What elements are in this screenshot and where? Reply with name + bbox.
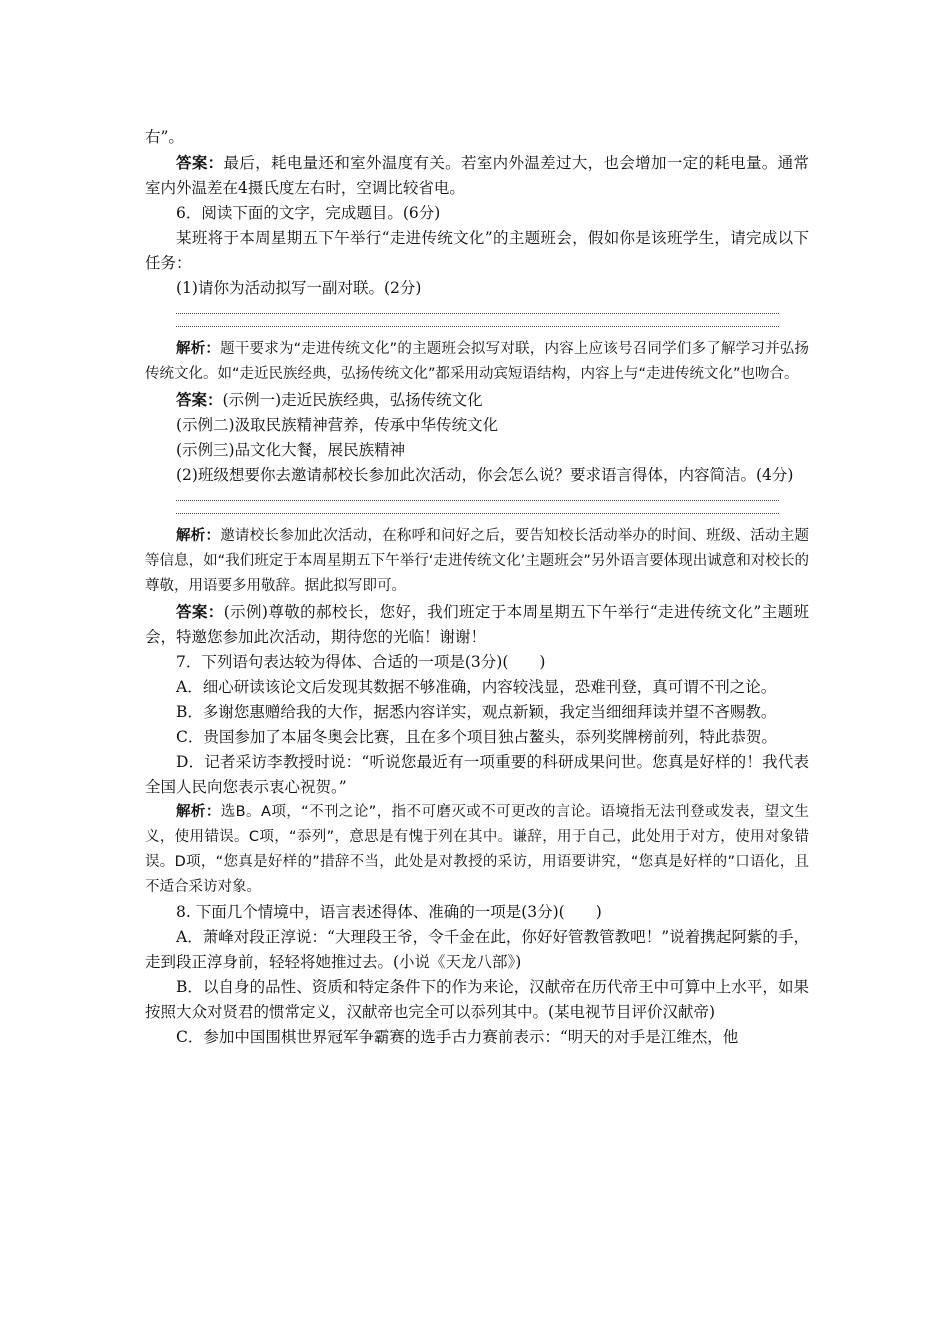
question-7-option-d: D．记者采访李教授时说：“听说您最近有一项重要的科研成果问世。您真是好样的！我代表全国人民向您表示衷心祝贺。” — [145, 753, 809, 796]
analysis-label: 解析： — [176, 528, 221, 544]
analysis-label: 解析： — [176, 804, 221, 820]
question-6-intro: 某班将于本周星期五下午举行“走进传统文化”的主题班会，假如你是该班学生，请完成以下任务： — [145, 229, 809, 272]
analysis-text: 题干要求为“走进传统文化”的主题班会拟写对联，内容上应该号召同学们多了解学习并弘扬传统文化。如“走近民族经典，弘扬传统文化”都采用动宾短语结构，内容上与“走进传统文化”也吻合。 — [145, 341, 810, 382]
analysis-paragraph — [145, 337, 809, 387]
question-7-option-c: C．贵国参加了本届冬奥会比赛，且在多个项目独占鳌头，忝列奖牌榜前列，特此恭贺。 — [176, 728, 777, 746]
answer-label: 答案： — [176, 602, 224, 621]
answer-text: (示例)尊敬的郝校长，您好，我们班定于本周星期五下午举行“走进传统文化”主题班会，特邀您参加此次活动，期待您的光临！谢谢！ — [145, 603, 809, 646]
analysis-text: 选B。A项，“不刊之论”，指不可磨灭或不可更改的言论。语境指无法刊登或发表，望文生义，使用错误。C项，“忝列”，意思是有愧于列在其中。谦辞，用于自己，此处用于对方，使用对象错误。D项，“您真是好样的”措辞不当，此处是对教授的采访，用语要讲究，“您真是好样的”口语化，且不适合采访对象。 — [145, 804, 809, 895]
answer-blank-line — [176, 501, 779, 514]
question-7-option-a: A．细心研读该论文后发现其数据不够准确，内容较浅显，恐难刊登，真可谓不刊之论。 — [176, 678, 777, 696]
answer-paragraph — [145, 150, 809, 201]
document-body — [145, 125, 809, 1050]
analysis-label: 解析： — [176, 341, 221, 357]
question-8-title: 8. 下面几个情境中，语言表述得体、准确的一项是(3分)( ) — [176, 903, 602, 921]
answer-example: (示例二)汲取民族精神营养，传承中华传统文化 — [176, 416, 499, 434]
question-6-1: (1)请你为活动拟写一副对联。(2分) — [176, 279, 422, 297]
answer-blank-line — [176, 301, 779, 314]
answer-label: 答案： — [176, 153, 224, 172]
text-line: 右”。 — [145, 128, 184, 146]
answer-blank-line — [176, 314, 779, 327]
answer-paragraph — [145, 599, 809, 650]
analysis-paragraph — [145, 800, 809, 900]
answer-blank-line — [176, 488, 779, 501]
answer-text: (示例一)走近民族经典，弘扬传统文化 — [222, 391, 483, 409]
analysis-text: 邀请校长参加此次活动，在称呼和问好之后，要告知校长活动举办的时间、班级、活动主题等信息，如“我们班定于本周星期五下午举行‘走进传统文化’主题班会”另外语言要体现出诚意和对校长的尊敬，用语要多用敬辞。据此拟写即可。 — [145, 528, 810, 594]
question-7-title: 7．下列语句表达较为得体、合适的一项是(3分)( ) — [176, 653, 546, 671]
question-6-2: (2)班级想要你去邀请郝校长参加此次活动，你会怎么说？要求语言得体，内容简洁。(4分) — [176, 466, 794, 484]
question-6-title: 6．阅读下面的文字，完成题目。(6分) — [176, 204, 441, 222]
question-8-option-c: C．参加中国围棋世界冠军争霸赛的选手古力赛前表示：“明天的对手是江维杰，他 — [176, 1028, 739, 1046]
answer-example: (示例三)品文化大餐，展民族精神 — [176, 441, 406, 459]
question-8-option-a: A．萧峰对段正淳说：“大理段王爷，令千金在此，你好好管教管教吧！”说着携起阿紫的手，走到段正淳身前，轻轻将她推过去。(小说《天龙八部》) — [145, 928, 809, 971]
question-8-option-b: B．以自身的品性、资质和特定条件下的作为来论，汉献帝在历代帝王中可算中上水平，如果按照大众对贤君的惯常定义，汉献帝也完全可以忝列其中。(某电视节目评价汉献帝) — [145, 978, 809, 1021]
analysis-paragraph — [145, 524, 809, 599]
answer-text: 最后，耗电量还和室外温度有关。若室内外温差过大，也会增加一定的耗电量。通常室内外温差在4摄氏度左右时，空调比较省电。 — [145, 154, 809, 197]
question-7-option-b: B．多谢您惠赠给我的大作，据悉内容详实，观点新颖，我定当细细拜读并望不吝赐教。 — [176, 703, 777, 721]
answer-label: 答案： — [176, 390, 223, 409]
answer-paragraph — [145, 387, 809, 413]
